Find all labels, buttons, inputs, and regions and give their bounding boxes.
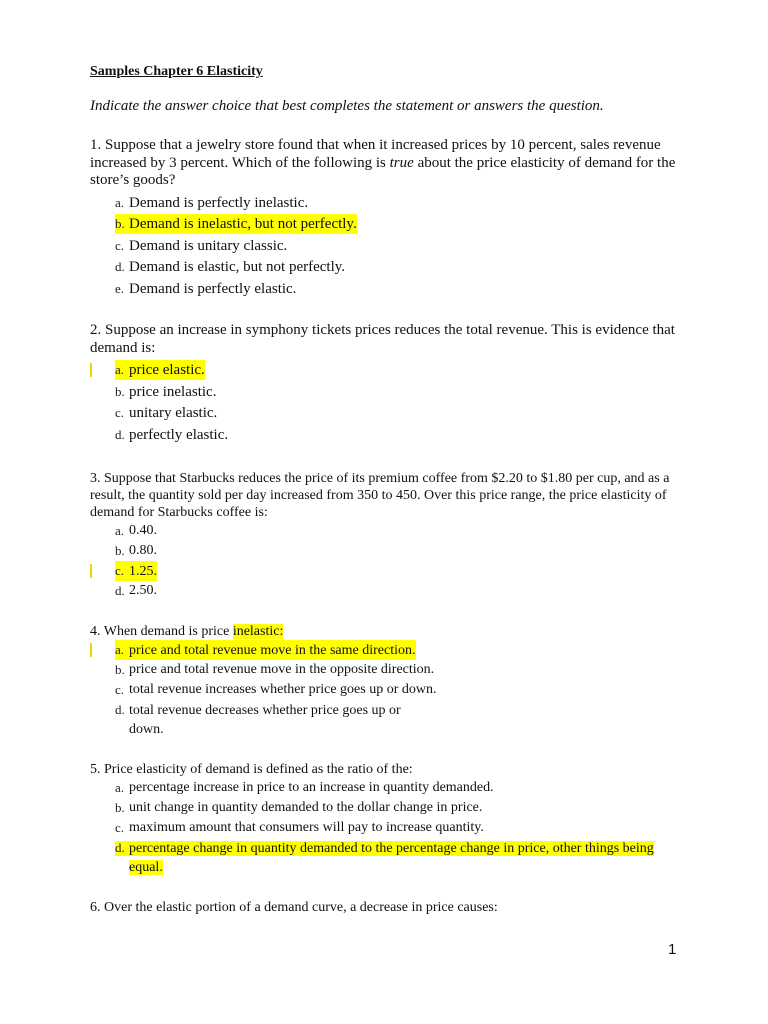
q1-option-e: e. Demand is perfectly elastic. (115, 280, 297, 297)
q4-option-b: b. price and total revenue move in the opposite direction. (115, 662, 435, 677)
q3-option-c: c. 1.25. (115, 561, 690, 581)
option-continuation: down. (129, 722, 164, 737)
change-marker (90, 643, 92, 657)
question-3 (90, 470, 690, 601)
question-6-stem: 6. Over the elastic portion of a demand curve, a decrease in price causes: (90, 900, 498, 915)
highlighted-word: inelastic: (232, 624, 284, 639)
question-4 (90, 623, 690, 739)
option-continuation: equal. (129, 860, 163, 875)
q1-option-a: a. Demand is perfectly inelastic. (115, 194, 309, 211)
change-marker (90, 564, 92, 578)
change-marker (90, 363, 92, 377)
q2-option-d: d. perfectly elastic. (115, 426, 229, 443)
question-1 (90, 137, 690, 300)
question-3-stem: 3. Suppose that Starbucks reduces the price of its premium coffee from $2.20 to $1.80 per cup, and as a result, the quantity sold per day increased from 350 to 450. Over this price range, the price elasticity of demand for Starbucks coffee is: (90, 471, 670, 520)
q5-option-b: b. unit change in quantity demanded to the dollar change in price. (115, 800, 483, 815)
instructions: Indicate the answer choice that best completes the statement or answers the question. (90, 98, 604, 114)
emphasis-true: true (389, 154, 414, 171)
q2-option-a: a. price elastic. (115, 360, 690, 382)
question-2 (90, 322, 690, 446)
q4-option-a: a. price and total revenue move in the same direction. (115, 640, 690, 660)
q4-option-c: c. total revenue increases whether price goes up or down. (115, 682, 437, 697)
q4-option-d: d. total revenue decreases whether price goes up or down. (115, 702, 401, 737)
question-5-stem: 5. Price elasticity of demand is defined as the ratio of the: (90, 762, 413, 777)
question-4-stem: 4. When demand is price inelastic: (90, 624, 284, 639)
question-1-stem: 1. Suppose that a jewelry store found that when it increased prices by 10 percent, sales revenue increased by 3 percent. Which of the following is true about the price elasticity of demand for the store’s goods? (90, 137, 676, 188)
document-title: Samples Chapter 6 Elasticity (90, 64, 263, 79)
document-page (90, 64, 690, 938)
q2-option-b: b. price inelastic. (115, 383, 217, 400)
q5-option-c: c. maximum amount that consumers will pay to increase quantity. (115, 820, 484, 835)
page-number: 1 (668, 941, 677, 958)
question-5 (90, 761, 690, 877)
q3-option-a: a. 0.40. (115, 523, 157, 538)
q2-option-c: c. unitary elastic. (115, 405, 218, 421)
question-2-stem: 2. Suppose an increase in symphony tickets prices reduces the total revenue. This is evidence that demand is: (90, 322, 675, 356)
q3-option-d: d. 2.50. (115, 583, 157, 598)
q5-option-a: a. percentage increase in price to an increase in quantity demanded. (115, 780, 494, 795)
q1-option-b: b. Demand is inelastic, but not perfectly. (115, 216, 357, 232)
q3-option-b: b. 0.80. (115, 543, 157, 558)
question-6 (90, 899, 690, 916)
q1-option-d: d. Demand is elastic, but not perfectly. (115, 259, 346, 275)
q1-option-c: c. Demand is unitary classic. (115, 237, 288, 254)
q5-option-d: d. percentage change in quantity demanded to the percentage change in price, other things being equal. (115, 840, 654, 875)
